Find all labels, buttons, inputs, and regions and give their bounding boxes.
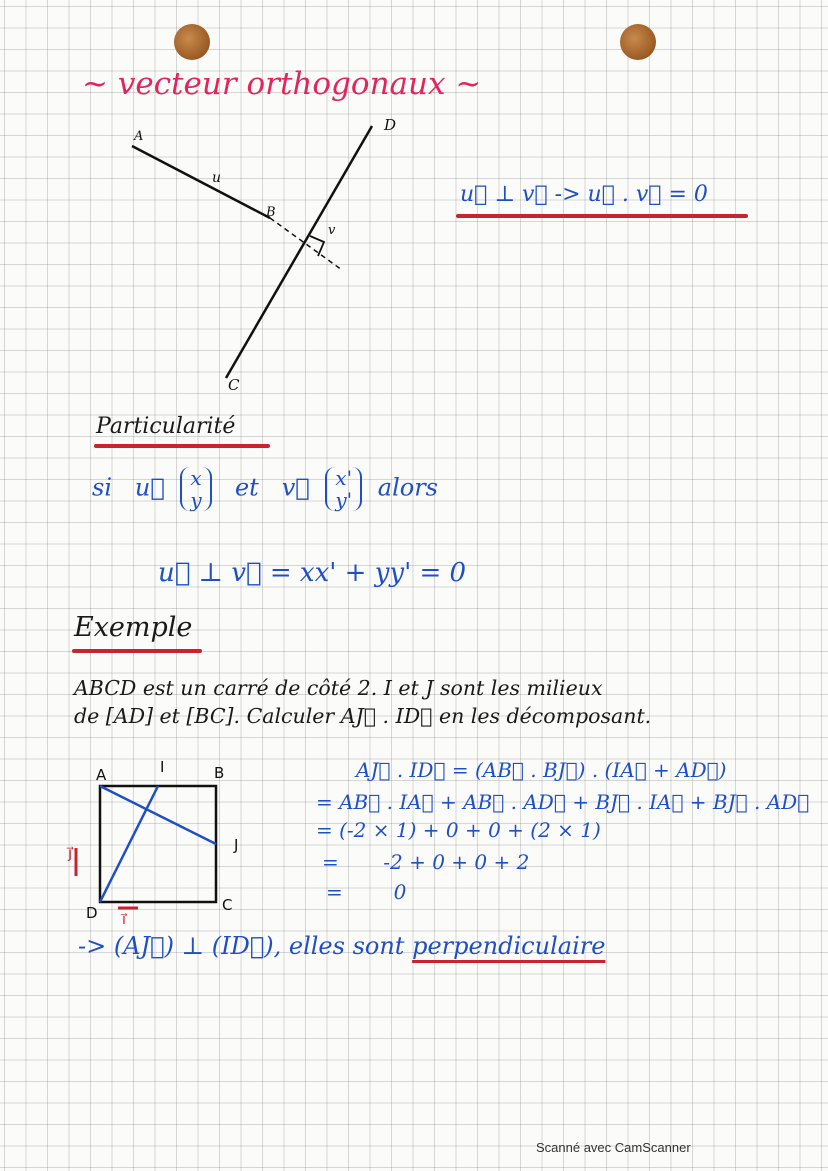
- example-statement-line-2: de [AD] et [BC]. Calculer AJ⃗ . ID⃗ en les décomposant.: [74, 704, 652, 728]
- conclusion: [78, 932, 605, 960]
- square-figure: [66, 758, 276, 928]
- and-word: et: [234, 473, 259, 502]
- vector-u-coordinates: [180, 467, 211, 511]
- segment-ID: [100, 786, 158, 902]
- conclusion-text: -> (AJ⃗) ⊥ (ID⃗), elles sont: [78, 932, 405, 960]
- calc-line-1: AJ⃗ . ID⃗ = (AB⃗ . BJ⃗) . (IA⃗ + AD⃗): [356, 758, 727, 782]
- label-A: A: [134, 129, 144, 144]
- square-label-i: i⃗: [122, 912, 126, 928]
- particularity-heading: Particularité: [96, 414, 236, 439]
- u-y: y: [190, 488, 202, 512]
- v-x: x': [335, 466, 353, 490]
- label-B: B: [266, 205, 276, 220]
- page-title: ~ vecteur orthogonaux ~: [82, 66, 482, 102]
- then-word: alors: [377, 473, 438, 502]
- conclusion-keyword: perpendiculaire: [412, 932, 606, 960]
- segment-AB: [132, 146, 270, 218]
- square-label-I: I: [160, 758, 165, 776]
- segment-AJ: [100, 786, 216, 844]
- example-statement-line-1: ABCD est un carré de côté 2. I et J sont les milieux: [74, 676, 603, 700]
- square-label-A: A: [96, 766, 107, 784]
- calc-line-3: = (-2 × 1) + 0 + 0 + (2 × 1): [316, 818, 601, 842]
- if-word: si: [92, 473, 112, 502]
- label-u: u: [212, 170, 222, 186]
- vector-v: v⃗: [281, 473, 310, 502]
- calc-line-2: = AB⃗ . IA⃗ + AB⃗ . AD⃗ + BJ⃗ . IA⃗ + BJ⃗ . AD⃗: [316, 790, 810, 814]
- vector-v-coordinates: [325, 467, 362, 511]
- square-label-j: j⃗: [68, 844, 73, 862]
- rule-underline: [456, 214, 748, 218]
- u-x: x: [190, 466, 202, 490]
- v-y: y': [335, 488, 353, 512]
- binder-hole-right: [620, 24, 656, 60]
- binder-hole-left: [174, 24, 210, 60]
- label-D: D: [384, 116, 397, 134]
- label-v: v: [328, 223, 336, 238]
- dot-product-formula: u⃗ ⊥ v⃗ = xx' + yy' = 0: [158, 558, 467, 588]
- vector-u: u⃗: [134, 473, 165, 502]
- square-label-C: C: [222, 896, 233, 914]
- calc-line-5: = 0: [326, 880, 407, 904]
- calc-line-4: = -2 + 0 + 0 + 2: [322, 850, 530, 874]
- square-label-D: D: [86, 904, 98, 922]
- square-ABCD: [100, 786, 216, 902]
- example-heading: Exemple: [74, 612, 193, 643]
- square-label-J: J: [234, 836, 239, 854]
- example-underline: [72, 649, 202, 653]
- particularity-underline: [94, 444, 270, 448]
- segment-CD: [226, 126, 372, 378]
- perpendicular-lines-figure: [120, 110, 420, 400]
- right-angle-mark: [310, 236, 324, 256]
- coordinates-condition: [92, 467, 438, 511]
- label-C: C: [228, 376, 240, 394]
- square-label-B: B: [214, 764, 225, 782]
- orthogonality-rule: u⃗ ⊥ v⃗ -> u⃗ . v⃗ = 0: [460, 182, 708, 207]
- scanner-watermark: Scanné avec CamScanner: [536, 1140, 691, 1155]
